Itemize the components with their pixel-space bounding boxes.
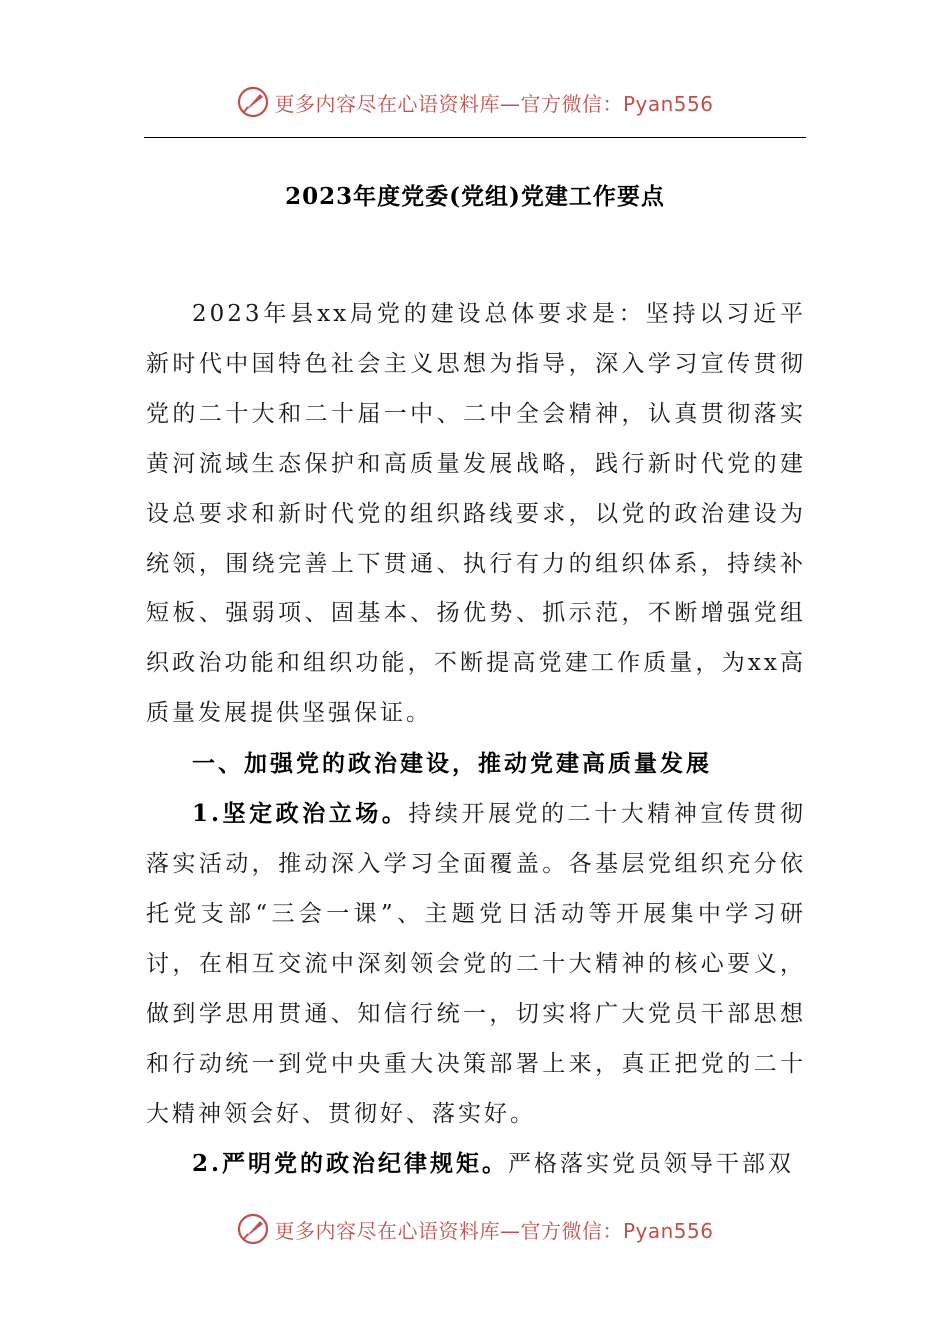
section-heading: 一、加强党的政治建设，推动党建高质量发展	[192, 750, 712, 778]
header-divider	[144, 137, 806, 138]
watermark-text: 更多内容尽在心语资料库—官方微信：Pyan556	[274, 1218, 714, 1243]
watermark-text: 更多内容尽在心语资料库—官方微信：Pyan556	[274, 91, 714, 116]
list-item	[146, 789, 806, 1139]
list-item	[146, 1139, 806, 1190]
item-lead: 2.严明党的政治纪律规矩。	[192, 1150, 509, 1178]
watermark-banner-top	[0, 82, 950, 122]
quill-logo-icon	[236, 1212, 270, 1246]
item-text: 严格落实党员领导干部双	[508, 1151, 795, 1178]
item-text: 持续开展党的二十大精神宣传贯彻落实活动，推动深入学习全面覆盖。各基层党组织充分依托党支部“三会一课”、主题党日活动等开展集中学习研讨，在相互交流中深刻领会党的二十大精神的核心要义，做到学思用贯通、知信行统一，切实将广大党员干部思想和行动统一到党中央重大决策部署上来，真正把党的二十大精神领会好、贯彻好、落实好。	[146, 801, 807, 1127]
quill-logo-icon	[236, 85, 270, 119]
document-body	[146, 290, 806, 1190]
document-title: 2023年度党委(党组)党建工作要点	[285, 183, 665, 210]
item-lead: 1.坚定政治立场。	[192, 800, 409, 828]
intro-paragraph: 2023年县xx局党的建设总体要求是：坚持以习近平新时代中国特色社会主义思想为指导，深入学习宣传贯彻党的二十大和二十届一中、二中全会精神，认真贯彻落实黄河流域生态保护和高质量发展战略，践行新时代党的建设总要求和新时代党的组织路线要求，以党的政治建设为统领，围绕完善上下贯通、执行有力的组织体系，持续补短板、强弱项、固基本、扬优势、抓示范，不断增强党组织政治功能和组织功能，不断提高党建工作质量，为xx高质量发展提供坚强保证。	[146, 301, 806, 727]
watermark-banner-bottom	[0, 1209, 950, 1249]
